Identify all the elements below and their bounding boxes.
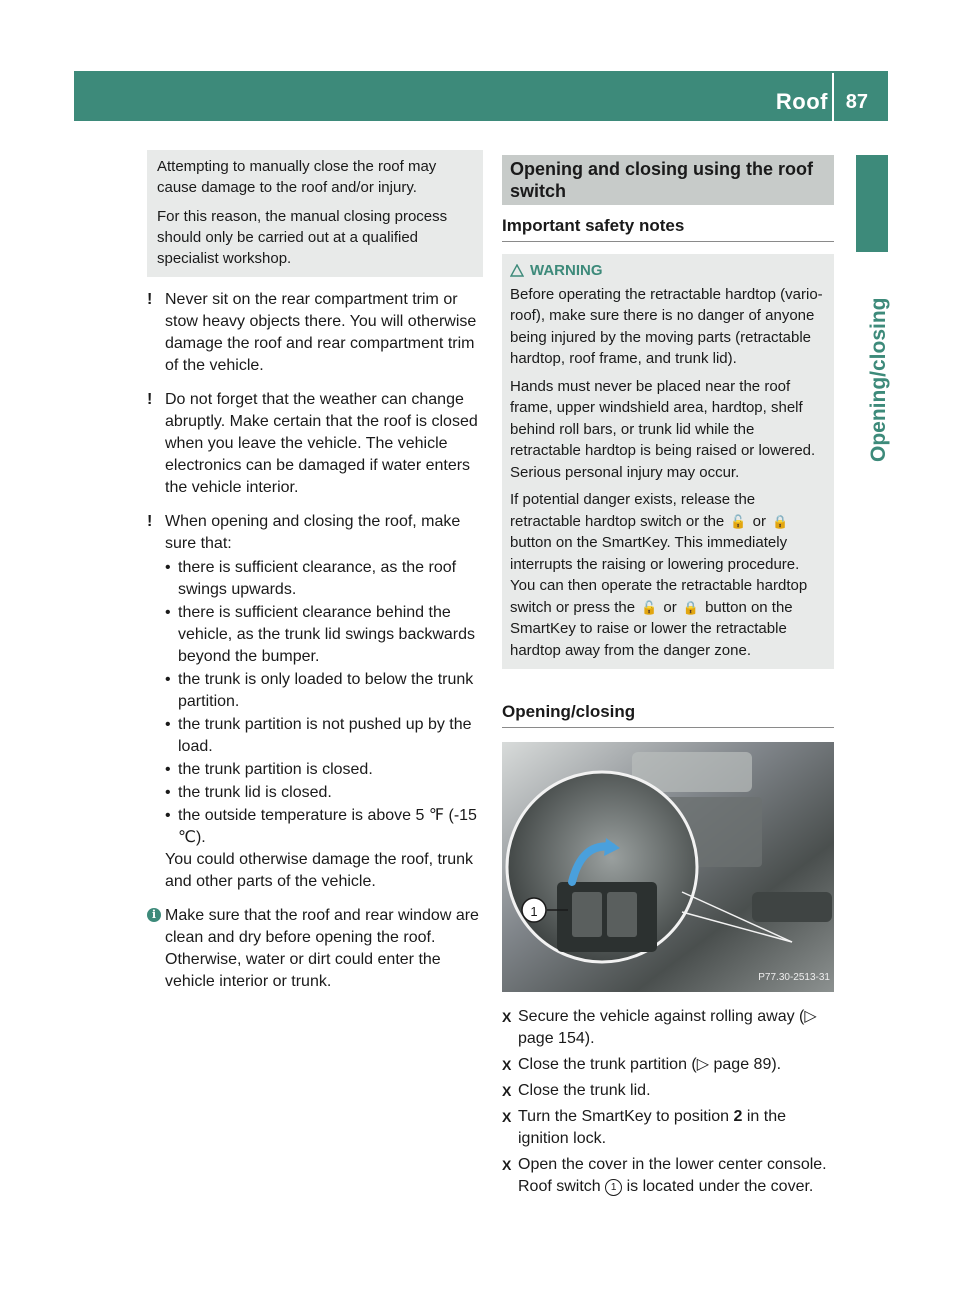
step-text: page 89). [709,1056,782,1073]
header-bar [74,71,888,121]
chapter-label: Opening/closing [867,297,890,462]
page-ref-arrow-icon: ▷ [696,1056,710,1073]
list-item [165,602,483,668]
step-marker: X [502,1109,512,1125]
bullet: • [165,559,171,576]
step-text: Close the trunk partition ( [518,1056,697,1073]
list-item-text: there is sufficient clearance behind the vehicle, as the trunk lid swings backwards beyond the bumper. [178,604,476,665]
safety-notes-heading: Important safety notes [502,205,834,242]
right-column [502,155,834,1202]
list-item-text: the trunk lid is closed. [178,784,332,801]
list-item [502,1154,834,1198]
note-outro: You could otherwise damage the roof, trunk and other parts of the vehicle. [165,851,474,890]
unlock-icon: 🔓 [641,599,658,615]
step-marker: X [502,1057,512,1073]
list-item-text: the outside temperature is above 5 ℉ (‑15 ℃). [178,807,477,846]
note-text: Do not forget that the weather can change abruptly. Make certain that the roof is closed when you leave the vehicle. The vehicle electronics can be damaged if water enters the vehicle interior. [165,391,478,496]
page-number: 87 [845,91,868,113]
gray-box-paragraph-1: Attempting to manually close the roof may cause damage to the roof and/or injury. [157,158,437,196]
warning-box [502,254,834,669]
list-item [165,805,483,849]
bullet: • [165,761,171,778]
step-text: Close the trunk lid. [518,1082,651,1099]
step-text: Open the cover in the lower center console. Roof switch [518,1156,827,1195]
list-item [165,714,483,758]
step-text: Secure the vehicle against rolling away ( [518,1008,805,1025]
note-opening-conditions [147,511,483,893]
warning-text: or [663,598,677,616]
position-value: 2 [733,1108,743,1125]
note-text: Never sit on the rear compartment trim or stow heavy objects there. You will otherwise damage the roof and rear compartment trim of the vehicle. [165,291,477,374]
step-text: Turn the SmartKey to position [518,1108,734,1125]
warning-paragraph-1: Before operating the retractable hardtop (vario-roof), make sure there is no danger of anyone being injured by the moving parts (retractable hardtop, roof frame, and trunk lid). [510,285,823,367]
steps-list [502,1006,834,1198]
opening-closing-heading: Opening/closing [502,691,834,728]
bullet: • [165,807,171,824]
manual-close-warning-box [147,150,483,277]
step-text: in the ignition lock. [518,1108,787,1147]
warning-paragraph-3 [510,489,826,661]
warning-text: button on the SmartKey. This immediately interrupts the raising or lowering procedure. You can then operate the retractable hardtop switch or press the [510,534,808,616]
list-item [502,1006,834,1050]
roof-switch-photo [502,742,834,992]
bullet: • [165,604,171,621]
info-note [147,905,483,993]
lock-icon: 🔒 [772,513,789,529]
warning-title [510,260,826,282]
warning-text: button on the SmartKey to raise or lower the retractable hardtop away from the danger zone. [510,598,793,659]
step-marker: X [502,1083,512,1099]
step-marker: X [502,1157,512,1173]
step-marker: X [502,1009,512,1025]
bullet: • [165,784,171,801]
page-title: Roof [775,89,828,114]
list-item-text: there is sufficient clearance, as the roof swings upwards. [178,559,457,598]
step-text: is located under the cover. [622,1178,814,1195]
list-item [502,1080,834,1102]
exclamation-icon: ! [147,291,153,308]
list-item [502,1106,834,1150]
warning-triangle-icon [510,264,524,277]
section-title: Opening and closing using the roof switch [502,155,834,205]
unlock-icon: 🔓 [730,513,747,529]
lock-icon: 🔒 [682,599,699,615]
list-item [165,782,483,804]
list-item [502,1054,834,1076]
callout-number: 1 [530,904,538,919]
list-item-text: the trunk is only loaded to below the trunk partition. [178,671,474,710]
bullet: • [165,716,171,733]
warning-title-text: WARNING [530,262,603,279]
list-item [165,557,483,601]
exclamation-icon: ! [147,391,153,408]
info-icon: i [147,908,161,922]
warning-text: or [752,512,766,530]
console-illustration [502,742,834,992]
photo-code: P77.30-2513-31 [758,972,830,983]
info-text: Make sure that the roof and rear window are clean and dry before opening the roof. Otherwise, water or dirt could enter the vehicle interior or trunk. [165,907,479,990]
conditions-list [165,557,483,849]
note-weather [147,389,483,499]
warning-text: If potential danger exists, release the retractable hardtop switch or the [510,491,756,530]
list-item-text: the trunk partition is not pushed up by the load. [178,716,472,755]
list-item-text: the trunk partition is closed. [178,761,373,778]
note-intro: When opening and closing the roof, make sure that: [165,513,461,552]
gray-box-paragraph-2: For this reason, the manual closing process should only be carried out at a qualified specialist workshop. [157,208,448,267]
header-divider [832,73,834,121]
step-text: page 154). [518,1030,595,1047]
warning-paragraph-2: Hands must never be placed near the roof frame, upper windshield area, hardtop, shelf behind roll bars, or trunk lid while the retractable hardtop is being raised or lowered. Serious personal injury may occur. [510,377,816,481]
bullet: • [165,671,171,688]
page-ref-arrow-icon: ▷ [804,1008,817,1025]
exclamation-icon: ! [147,513,153,530]
list-item [165,669,483,713]
note-rear-compartment [147,289,483,377]
left-column [147,150,483,993]
list-item [165,759,483,781]
callout-number: 1 [605,1179,622,1196]
side-tab [856,155,888,252]
